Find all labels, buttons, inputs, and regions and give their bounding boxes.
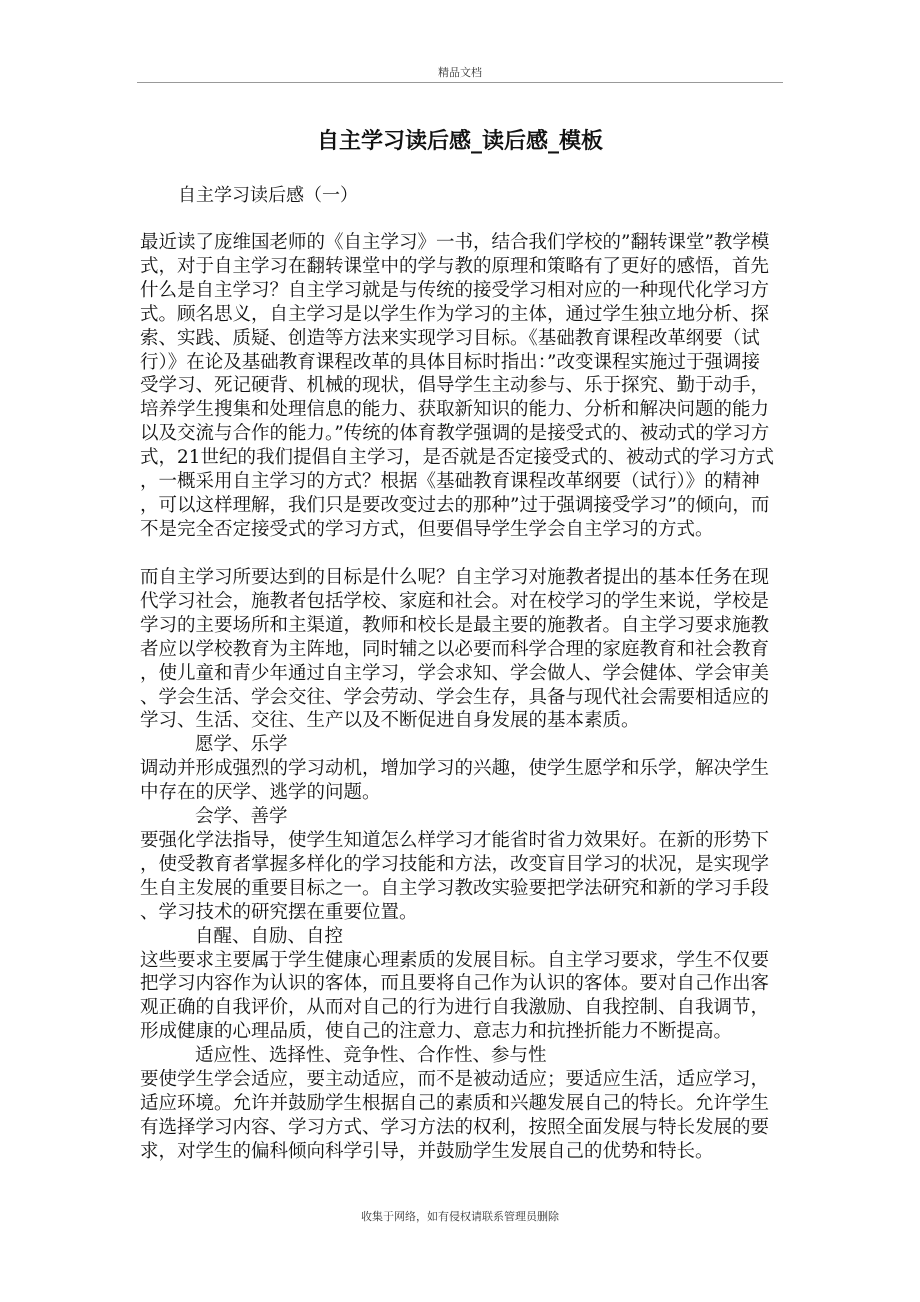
text-line: 、学会生活、学会交往、学会劳动、学会生存，具备与现代社会需要相适应的 (140, 686, 770, 708)
text-line: 而自主学习所要达到的目标是什么呢？自主学习对施教者提出的基本任务在现 (140, 567, 770, 588)
text-line: 把学习内容作为认识的客体，而且要将自己作为认识的客体。要对自己作出客 (140, 973, 770, 995)
subheading-line: 自醒、自励、自控 (195, 925, 344, 947)
text-line: 调动并形成强烈的学习动机，增加学习的兴趣，使学生愿学和乐学，解决学生 (140, 758, 770, 780)
text-line: 适应环境。允许并鼓励学生根据自己的素质和兴趣发展自己的特长。允许学生 (140, 1092, 770, 1114)
text-line: ，一概采用自主学习的方式？根据《基础教育课程改革纲要（试行）》的精神 (140, 471, 760, 493)
text-line: 以及交流与合作的能力。”传统的体育教学强调的是接受式的、被动式的学习方 (140, 423, 770, 445)
text-line: 代学习社会，施教者包括学校、家庭和社会。对在校学习的学生来说，学校是 (140, 590, 770, 612)
section-subtitle: 自主学习读后感（一） (178, 185, 358, 206)
text-line: 培养学生搜集和处理信息的能力、获取新知识的能力、分析和解决问题的能力 (140, 399, 770, 421)
text-line: 学习的主要场所和主渠道，教师和校长是最主要的施教者。自主学习要求施教 (140, 614, 770, 636)
subheading-line: 适应性、选择性、竞争性、合作性、参与性 (195, 1045, 547, 1067)
text-line: 索、实践、质疑、创造等方法来实现学习目标。《基础教育课程改革纲要（试 (140, 327, 760, 349)
text-line: 、学习技术的研究摆在重要位置。 (140, 901, 418, 923)
text-line: ，使受教育者掌握多样化的学习技能和方法，改变盲目学习的状况，是实现学 (140, 853, 770, 875)
text-line: 什么是自主学习？自主学习就是与传统的接受学习相对应的一种现代化学习方 (140, 279, 770, 301)
text-line: 学习、生活、交往、生产以及不断促进自身发展的基本素质。 (140, 710, 640, 732)
text-line: 受学习、死记硬背、机械的现状，倡导学生主动参与、乐于探究、勤于动手， (140, 375, 770, 397)
text-line: 不是完全否定接受式的学习方式，但要倡导学生学会自主学习的方式。 (140, 518, 714, 540)
text-line: 最近读了庞维国老师的《自主学习》一书，结合我们学校的”翻转课堂”教学模 (140, 232, 770, 253)
text-line: 形成健康的心理品质，使自己的注意力、意志力和抗挫折能力不断提高。 (140, 1021, 733, 1043)
text-line: 式，21世纪的我们提倡自主学习，是否就是否定接受式的、被动式的学习方式 (140, 447, 775, 469)
page-header: 精品文档 (438, 66, 482, 79)
subheading-line: 会学、善学 (195, 806, 288, 828)
paragraph-1 (140, 231, 790, 542)
text-line: 要强化学法指导，使学生知道怎么样学习才能省时省力效果好。在新的形势下 (140, 829, 770, 851)
document-title: 自主学习读后感_读后感_模板 (316, 128, 603, 154)
text-line: 行）》在论及基础教育课程改革的具体目标时指出：”改变课程实施过于强调接 (140, 351, 760, 373)
text-line: 中存在的厌学、逃学的问题。 (140, 782, 381, 804)
text-line: 生自主发展的重要目标之一。自主学习教改实验要把学法研究和新的学习手段 (140, 877, 770, 899)
text-line: 者应以学校教育为主阵地，同时辅之以必要而科学合理的家庭教育和社会教育 (140, 638, 770, 660)
header-divider (137, 82, 783, 83)
page-footer: 收集于网络，如有侵权请联系管理员删除 (361, 1210, 559, 1223)
text-line: ，可以这样理解，我们只是要改变过去的那种”过于强调接受学习”的倾向，而 (140, 494, 770, 516)
text-line: ，使儿童和青少年通过自主学习，学会求知、学会做人、学会健体、学会审美 (140, 662, 770, 684)
subheading-line: 愿学、乐学 (195, 734, 288, 756)
paragraph-2 (140, 566, 790, 1164)
text-line: 这些要求主要属于学生健康心理素质的发展目标。自主学习要求，学生不仅要 (140, 949, 770, 971)
text-line: 式。顾名思义，自主学习是以学生作为学习的主体，通过学生独立地分析、探 (140, 303, 770, 325)
text-line: 求，对学生的偏科倾向科学引导，并鼓励学生发展自己的优势和特长。 (140, 1140, 714, 1162)
text-line: 有选择学习内容、学习方式、学习方法的权利，按照全面发展与特长发展的要 (140, 1116, 770, 1138)
text-line: 观正确的自我评价，从而对自己的行为进行自我激励、自我控制、自我调节， (140, 997, 770, 1019)
text-line: 要使学生学会适应，要主动适应，而不是被动适应；要适应生活，适应学习， (140, 1069, 770, 1091)
text-line: 式，对于自主学习在翻转课堂中的学与教的原理和策略有了更好的感悟，首先 (140, 255, 770, 277)
